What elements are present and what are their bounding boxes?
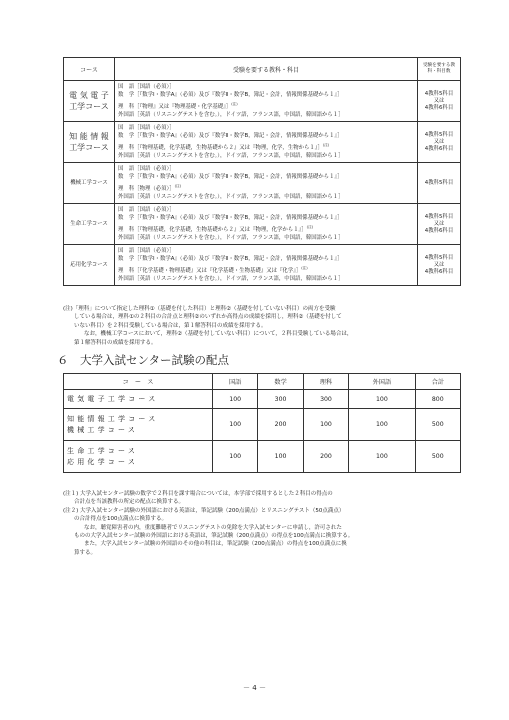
subject-line: 理 科［『物理基礎，化学基礎，生物基礎から２』又は『物理，化学，生物から１』］$^{(注)}$ [118, 142, 330, 151]
score-cell: 100 [349, 441, 415, 473]
subject-count-header: 受験を要する教科・科目数 [418, 58, 461, 81]
course-name-line: 応用化学コース [70, 261, 108, 268]
course-name-line: 工学コース [69, 102, 109, 111]
course-header: コース [64, 58, 115, 81]
course-cell [64, 122, 115, 163]
foreign-language-header: 外国語 [349, 374, 415, 390]
table-row [64, 245, 461, 286]
course-cell [64, 441, 213, 473]
subject-line: 国 語［国語（必須）］ [118, 247, 175, 254]
subject-line: 外国語［英語（リスニングテストを含む。），ドイツ語，フランス語，中国語，韓国語から１］ [118, 193, 344, 200]
subject-line: 理 科［物理（必須）］$^{(注)}$ [118, 183, 182, 192]
course-cell [64, 409, 213, 441]
subject-count-cell [418, 122, 461, 163]
score-cell: 100 [213, 441, 258, 473]
note-line: 算する。 [74, 549, 97, 556]
table-row [64, 163, 461, 204]
course-name-line: 機械工学コース [67, 425, 139, 434]
note-line: また，大学入試センター試験の外国語のその他の科目は，筆記試験（200点満点）の得点を100点満点に換 [84, 541, 347, 548]
subject-count-cell [418, 81, 461, 122]
subject-line: 国 語［国語（必須）］ [118, 83, 175, 90]
subject-line: 数 学［『数学Ⅰ・数学A』（必須）及び『数学Ⅱ・数学B，簿記・会計，情報関係基礎から１』］ [118, 133, 343, 140]
subject-count-line: 4教科5科目 [424, 254, 454, 261]
course-name-line: 工学コース [69, 143, 109, 152]
score-cell: 200 [303, 441, 348, 473]
score-cell: 100 [349, 390, 415, 409]
score-cell: 100 [349, 409, 415, 441]
course-name-line: 知能情報工学コース [67, 414, 159, 423]
subject-count-line: 4教科6科目 [424, 145, 454, 152]
note-mark: (注) [231, 101, 238, 106]
course-name-line: 電気電子工学コース [67, 394, 159, 403]
table-body [64, 390, 461, 473]
table-header-row [64, 58, 461, 81]
japanese-header: 国語 [213, 374, 258, 390]
note-line: (注２) 大学入試センター試験の外国語における英語は，筆記試験（200点満点）とリスニングテスト（50点満点） [63, 507, 345, 514]
score-cell: 100 [213, 409, 258, 441]
required-subjects-table [63, 57, 461, 286]
subjects-cell [115, 122, 418, 163]
note-line: いない科目）を２科目受験している場合は，第１解答科目の成績を採用する。 [74, 322, 267, 329]
subjects-cell [115, 163, 418, 204]
score-allocation-table [63, 373, 461, 473]
subject-count-cell [418, 163, 461, 204]
subject-line: 理 科［『物理基礎，化学基礎，生物基礎から２』又は『物理，化学から１』］$^{(注)}$ [118, 224, 314, 233]
course-name-line: 知 能 情 報 [69, 132, 109, 141]
note-mark: (注) [322, 142, 330, 147]
table-row [64, 204, 461, 245]
table-row [64, 409, 461, 441]
score-cell: 100 [213, 390, 258, 409]
subjects-cell [115, 245, 418, 286]
course-name-line: 機械工学コース [70, 179, 108, 186]
score-cell: 800 [415, 390, 460, 409]
subject-count-line: 4教科5科目 [424, 179, 454, 186]
score-cell: 200 [258, 409, 303, 441]
note-line: なお，聴覚障害者の内，重度難聴者でリスニングテストの免除を大学入試センターに申請し，許可された [84, 524, 342, 531]
subject-line: 国 語［国語（必須）］ [118, 206, 175, 213]
score-cell: 300 [303, 390, 348, 409]
note-line: (注)「理科」について指定した理科①（基礎を付した科目）と理科②（基礎を付していない科目）の両方を受験 [63, 306, 336, 312]
table-header-row [64, 374, 461, 390]
subject-count-line: 4教科6科目 [424, 268, 454, 275]
note-mark: (注) [174, 183, 182, 188]
score-notes [63, 490, 465, 557]
table-body [64, 81, 461, 286]
subject-line: 外国語［英語（リスニングテストを含む。），ドイツ語，フランス語，中国語，韓国語から１］ [118, 152, 344, 159]
course-cell [64, 245, 115, 286]
subject-count-line: 又は [433, 261, 445, 268]
section-heading: ６ 大学入試センター試験の配点 [57, 353, 230, 367]
subjects-cell [115, 204, 418, 245]
note-mark: (注) [306, 224, 314, 229]
subject-count-cell [418, 204, 461, 245]
score-cell: 100 [303, 409, 348, 441]
subject-line: 外国語［英語（リスニングテストを含む。），ドイツ語，フランス語，中国語，韓国語から１］ [118, 111, 344, 118]
page-number: － 4 － [243, 684, 266, 692]
subjects-cell [115, 81, 418, 122]
score-cell: 300 [258, 390, 303, 409]
note-line: ものの大学入試センター試験の外国語における英語は，筆記試験（200点満点）の得点を100点満点に換算する。 [74, 533, 354, 540]
subject-count-line: 又は [433, 220, 445, 227]
subject-count-line: 4教科6科目 [424, 227, 454, 234]
subject-line: 外国語［英語（リスニングテストを含む。），ドイツ語，フランス語，中国語，韓国語から１］ [118, 275, 344, 282]
note-line: 第１解答科目の成績を採用する。 [74, 339, 157, 346]
subject-line: 数 学［『数学Ⅰ・数学A』（必須）及び『数学Ⅱ・数学B，簿記・会計，情報関係基礎から１』］ [118, 92, 343, 99]
score-cell: 500 [415, 409, 460, 441]
subject-count-line: 4教科5科目 [424, 213, 454, 220]
subject-line: 国 語［国語（必須）］ [118, 124, 175, 131]
note-line: 合計点を当該教科の所定の配点に換算する。 [74, 499, 185, 506]
table-row [64, 81, 461, 122]
subject-line: 理 科［『物理』又は『物理基礎・化学基礎』］$^{(注)}$ [118, 101, 238, 110]
course-cell [64, 204, 115, 245]
subject-line: 数 学［『数学Ⅰ・数学A』（必須）及び『数学Ⅱ・数学B，簿記・会計，情報関係基礎から１』］ [118, 215, 343, 222]
table-row [64, 441, 461, 473]
note-line: (注１) 大学入試センター試験の数学で２科目を課す場合については，本学部で採用するとした２科目の得点の [63, 491, 333, 497]
course-cell [64, 163, 115, 204]
course-cell [64, 390, 213, 409]
science-note [63, 305, 465, 347]
subject-line: 外国語［英語（リスニングテストを含む。），ドイツ語，フランス語，中国語，韓国語から１］ [118, 234, 344, 241]
subject-count-line: 又は [433, 97, 445, 104]
subject-line: 数 学［『数学Ⅰ・数学A』（必須）及び『数学Ⅱ・数学B，簿記・会計，情報関係基礎から１』］ [118, 256, 343, 263]
subject-count-line: 4教科5科目 [424, 131, 454, 138]
note-mark: (注) [301, 265, 308, 270]
total-header: 合計 [415, 374, 460, 390]
subject-count-line: 又は [433, 138, 445, 145]
score-cell: 100 [258, 441, 303, 473]
course-name-line: 生命工学コース [67, 446, 139, 455]
course-name-line: 応用化学コース [67, 457, 139, 466]
subject-line: 数 学［『数学Ⅰ・数学A』（必須）及び『数学Ⅱ・数学B，簿記・会計，情報関係基礎から１』］ [118, 174, 343, 181]
subject-line: 理 科［『化学基礎・物理基礎』又は『化学基礎・生物基礎』又は『化学』］$^{(注)}$ [118, 265, 308, 274]
note-line: の合計得点を100点満点に換算する。 [74, 516, 167, 523]
subjects-header: 受験を要する教科・科目 [115, 58, 418, 81]
subject-line: 国 語［国語（必須）］ [118, 165, 175, 172]
note-line: なお，機械工学コースにおいて，理科②（基礎を付していない科目）について，２科目受験している場合は， [84, 331, 353, 338]
table-row [64, 390, 461, 409]
subject-count-cell [418, 245, 461, 286]
math-header: 数学 [258, 374, 303, 390]
subject-count-line: 4教科6科目 [424, 104, 454, 111]
course-name-line: 電 気 電 子 [69, 91, 109, 100]
table-row [64, 122, 461, 163]
course-header: コ ー ス [64, 374, 213, 390]
course-name-line: 生命工学コース [70, 220, 108, 227]
subject-count-line: 4教科5科目 [424, 90, 454, 97]
course-cell [64, 81, 115, 122]
score-cell: 500 [415, 441, 460, 473]
note-line: している場合は，理科①の２科目の合計点と理科②のいずれか高得点の成績を採用し，理科②（基礎を付して [74, 314, 342, 321]
science-header: 理科 [303, 374, 348, 390]
